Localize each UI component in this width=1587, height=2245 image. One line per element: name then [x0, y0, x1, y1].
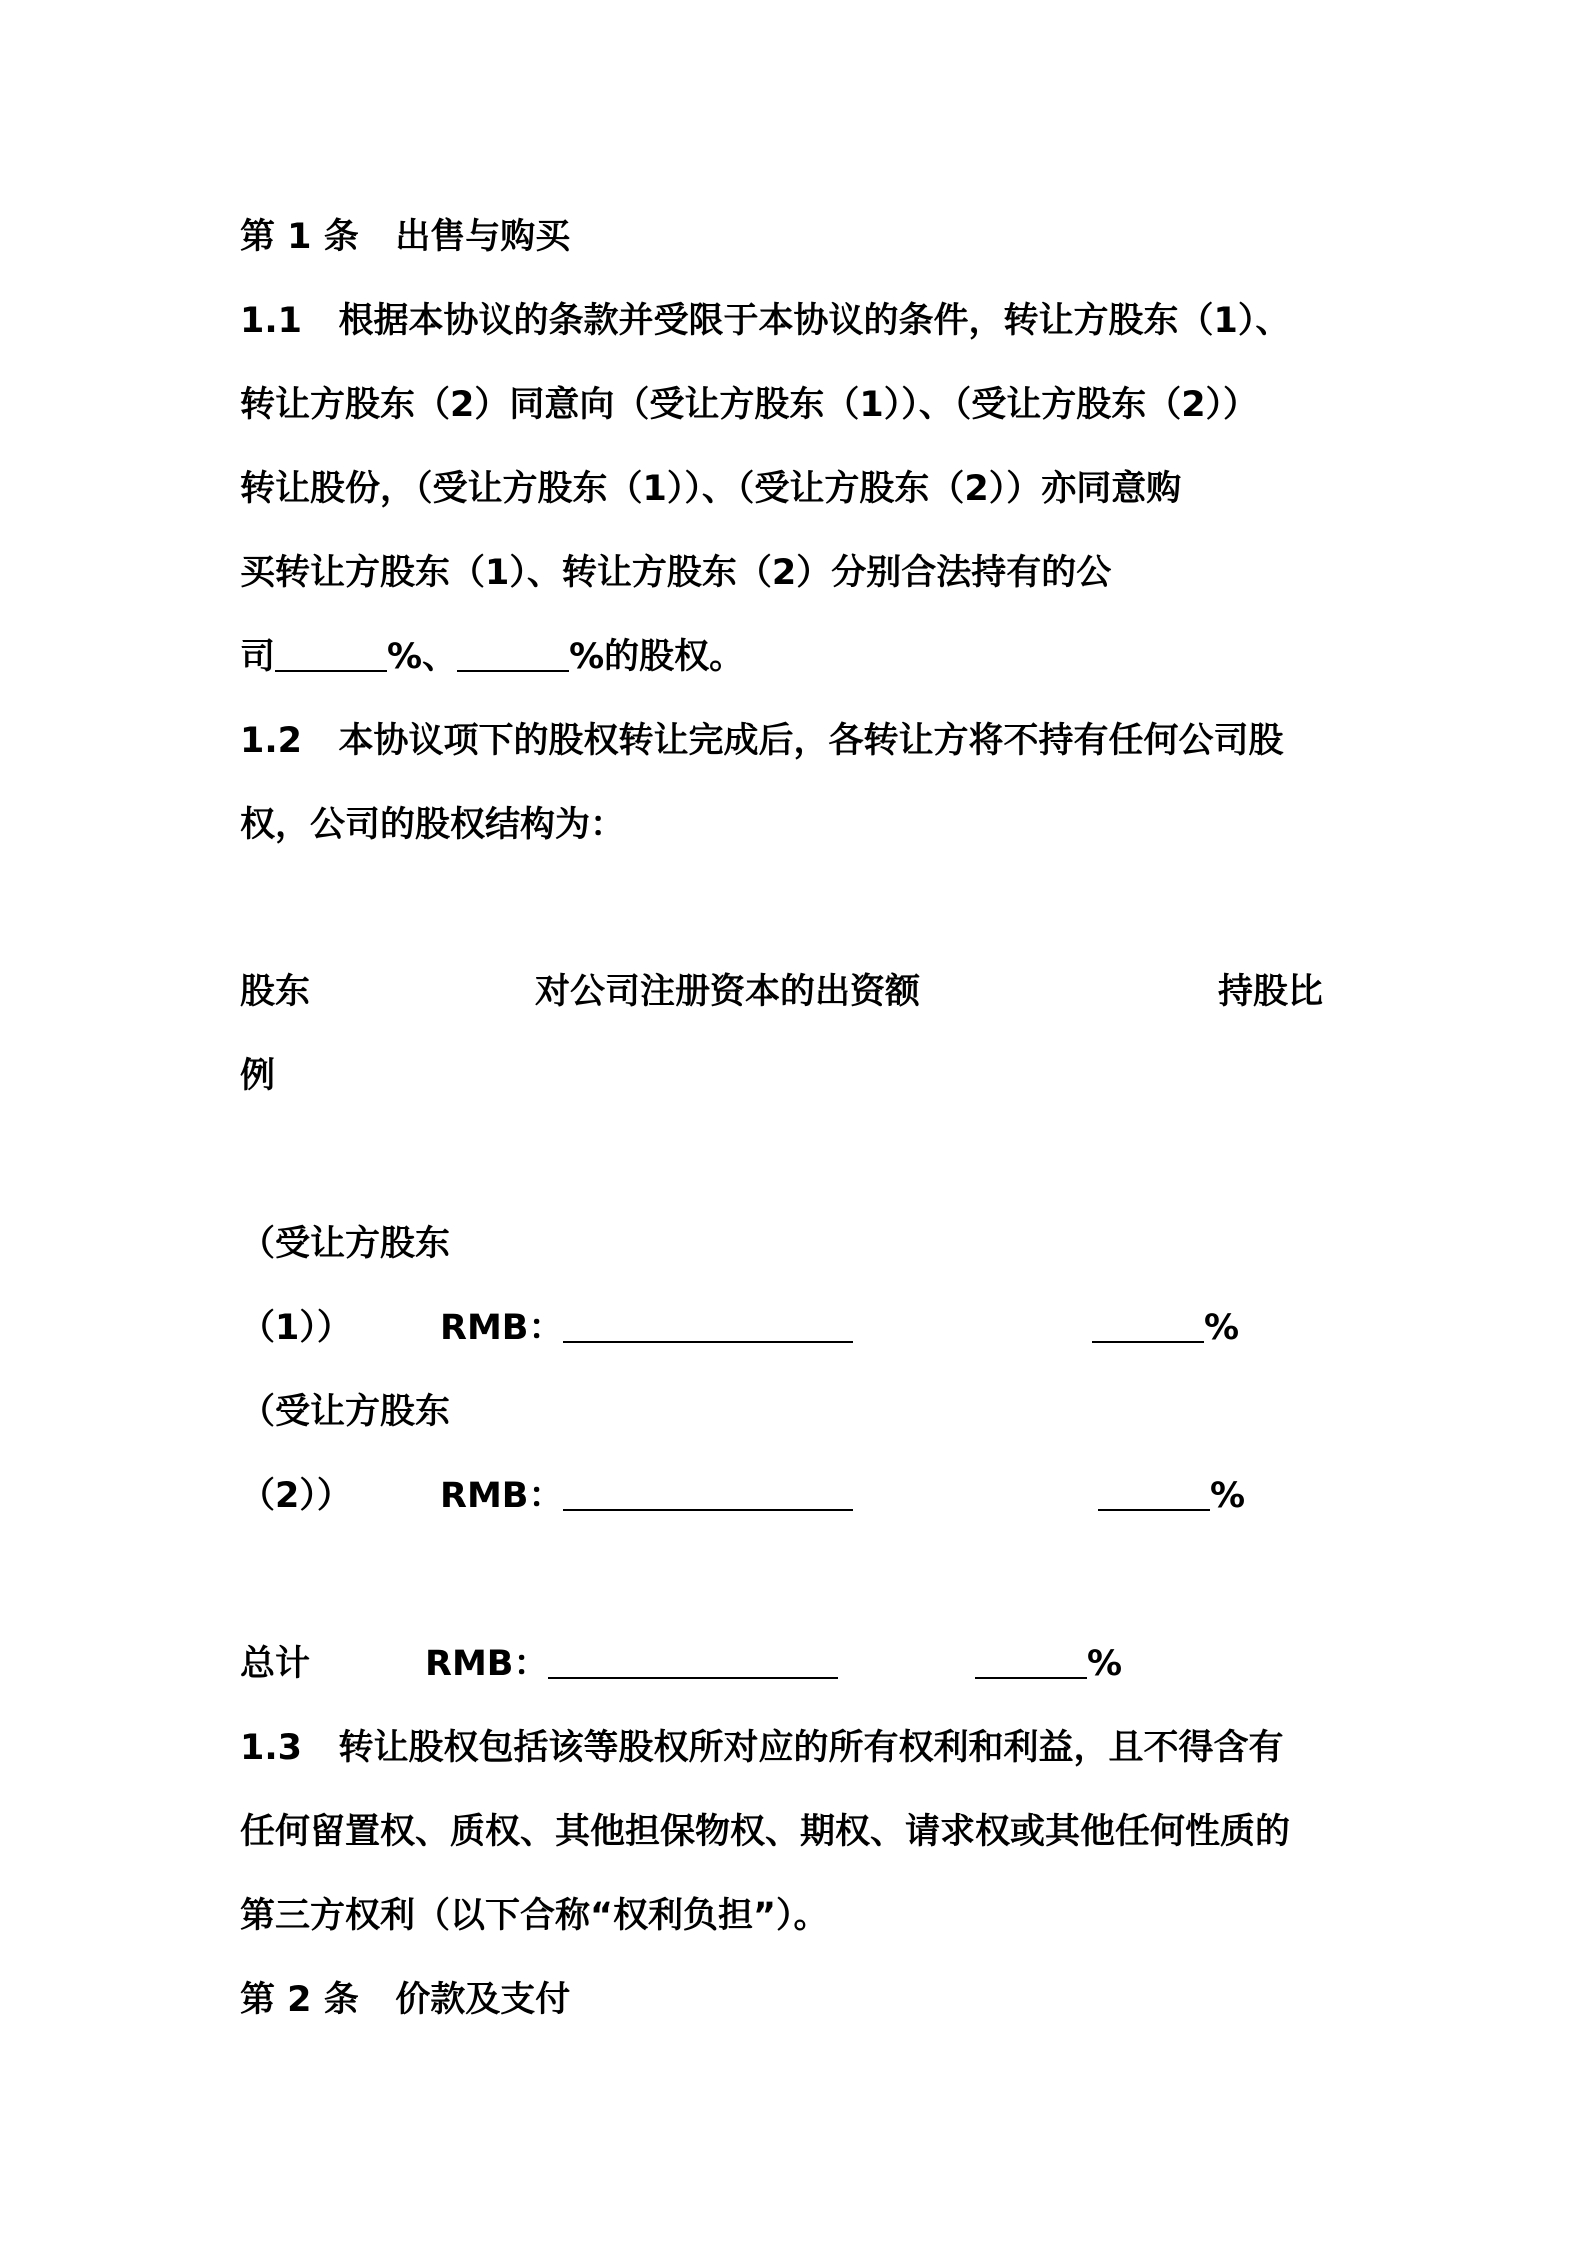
table-total-pct-label: %: [1087, 1644, 1123, 1684]
table-header-shareholder: 股东: [240, 972, 311, 1012]
clause-1-3-line-1: 1.3 转让股权包括该等股权所对应的所有权利和利益，且不得含有: [240, 1728, 1284, 1768]
clause-1-1-line-5: [240, 635, 744, 679]
table-row-2-pct: [1098, 1474, 1245, 1518]
table-row-1-rmb-label: RMB：: [440, 1308, 564, 1348]
blank-percentage-2: [457, 638, 569, 672]
table-header-ratio-wrap: 例: [240, 1056, 276, 1096]
table-row-2-rmb: [440, 1474, 853, 1518]
table-total-rmb-blank: [548, 1645, 838, 1679]
clause-1-3-line-2: 任何留置权、质权、其他担保物权、期权、请求权或其他任何性质的: [240, 1812, 1291, 1852]
article-2-heading: 第 2 条 价款及支付: [240, 1980, 571, 2020]
table-header-ratio: 持股比: [1218, 972, 1324, 1012]
table-row-1-rmb: [440, 1306, 853, 1350]
clause-1-2-line-1: 1.2 本协议项下的股权转让完成后，各转让方将不持有任何公司股: [240, 721, 1284, 761]
table-row-2-rmb-label: RMB：: [440, 1476, 564, 1516]
table-row-2-rmb-blank: [563, 1477, 853, 1511]
clause-1-1-line-2: 转让方股东（2）同意向（受让方股东（1））、（受让方股东（2））: [240, 385, 1259, 425]
table-total-rmb-label: RMB：: [425, 1644, 549, 1684]
clause-1-2-line-2: 权，公司的股权结构为：: [240, 805, 626, 845]
clause-1-1-prefix: 司: [240, 637, 276, 677]
table-row-2-name-line-2: （2））: [240, 1476, 352, 1516]
table-row-1-pct: [1092, 1306, 1239, 1350]
clause-1-1-line-1: 1.1 根据本协议的条款并受限于本协议的条件，转让方股东（1）、: [240, 301, 1291, 341]
table-row-2-name-line-1: （受让方股东: [240, 1392, 451, 1432]
table-total-rmb: [425, 1642, 838, 1686]
table-header-capital: 对公司注册资本的出资额: [535, 972, 921, 1012]
table-row-1-rmb-blank: [563, 1309, 853, 1343]
table-total-pct: [975, 1642, 1122, 1686]
table-row-2-pct-blank: [1098, 1477, 1210, 1511]
table-row-1-name-line-2: （1））: [240, 1308, 352, 1348]
clause-1-3-line-3: 第三方权利（以下合称“权利负担”）。: [240, 1896, 829, 1936]
blank-percentage-1: [275, 638, 387, 672]
clause-1-1-suffix: %的股权。: [569, 637, 745, 677]
table-row-1-pct-label: %: [1204, 1308, 1240, 1348]
clause-1-1-mid: %、: [387, 637, 458, 677]
table-row-1-pct-blank: [1092, 1309, 1204, 1343]
clause-1-1-line-4: 买转让方股东（1）、转让方股东（2）分别合法持有的公: [240, 553, 1112, 593]
article-1-heading: 第 1 条 出售与购买: [240, 217, 571, 257]
table-row-2-pct-label: %: [1210, 1476, 1246, 1516]
table-total-label: 总计: [240, 1644, 311, 1684]
clause-1-1-line-3: 转让股份，（受让方股东（1））、（受让方股东（2））亦同意购: [240, 469, 1182, 509]
table-total-pct-blank: [975, 1645, 1087, 1679]
table-row-1-name-line-1: （受让方股东: [240, 1224, 451, 1264]
